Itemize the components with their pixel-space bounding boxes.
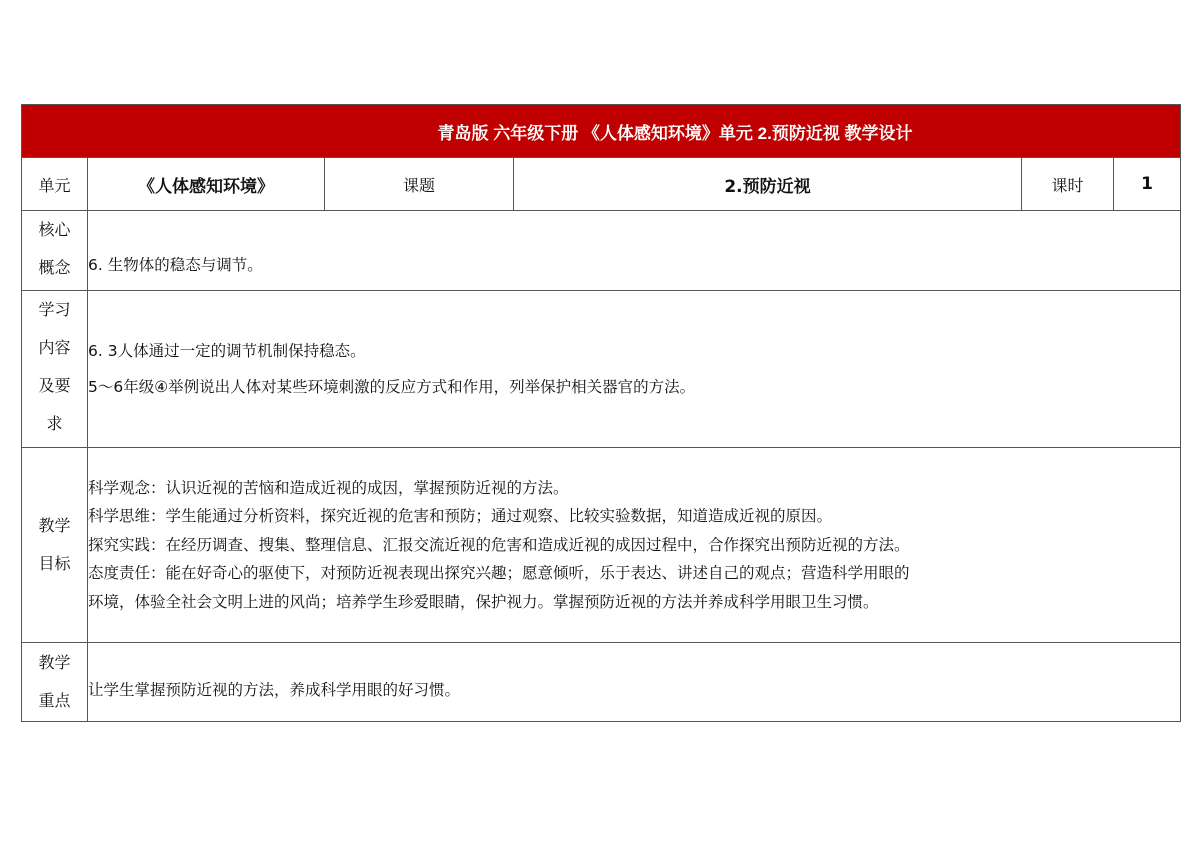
learning-content-line: 6. 3人体通过一定的调节机制保持稳态。 [88,342,366,360]
learning-content-label-line: 及要 [38,376,71,395]
period-value: 1 [1114,158,1181,211]
core-concept-label-line: 概念 [38,258,71,277]
core-concept-text: 6. 生物体的稳态与调节。 [88,256,263,274]
teaching-focus-content [88,643,1181,722]
teaching-goals-label-line: 目标 [38,554,71,573]
core-concept-row [22,211,1181,291]
teaching-focus-text: 让学生掌握预防近视的方法，养成科学用眼的好习惯。 [88,681,461,699]
unit-value: 《人体感知环境》 [88,158,325,211]
teaching-goal-line: 科学思维：学生能通过分析资料，探究近视的危害和预防；通过观察、比较实验数据，知道造成近视的原因。 [88,507,833,526]
teaching-goals-label [22,448,88,643]
teaching-focus-row [22,643,1181,722]
learning-content-text [88,291,1181,448]
teaching-focus-label [22,643,88,722]
learning-content-label-line: 求 [46,414,63,433]
learning-content-label-line: 学习 [38,300,71,319]
teaching-goal-line: 探究实践：在经历调查、搜集、整理信息、汇报交流近视的危害和造成近视的成因过程中，合作探究出预防近视的方法。 [88,535,910,554]
topic-label: 课题 [325,158,514,211]
teaching-goals-row [22,448,1181,643]
teaching-goal-line: 科学观念：认识近视的苦恼和造成近视的成因，掌握预防近视的方法。 [88,478,569,497]
topic-value: 2.预防近视 [514,158,1022,211]
document-title: 青岛版 六年级下册 《人体感知环境》单元 2.预防近视 教学设计 [437,123,913,143]
unit-label: 单元 [22,158,88,211]
meta-row [22,158,1181,211]
core-concept-label-line: 核心 [38,220,71,239]
period-label: 课时 [1022,158,1114,211]
teaching-focus-label-line: 重点 [38,691,71,710]
learning-content-row [22,291,1181,448]
teaching-focus-label-line: 教学 [38,653,71,672]
document-title-cell [22,105,1181,158]
title-row [22,105,1181,158]
teaching-goals-text [88,448,1181,643]
learning-content-label-line: 内容 [38,338,71,357]
teaching-goal-line: 态度责任：能在好奇心的驱使下，对预防近视表现出探究兴趣；愿意倾听，乐于表达、讲述自己的观点；营造科学用眼的 [88,564,910,583]
teaching-goal-line: 环境，体验全社会文明上进的风尚；培养学生珍爱眼睛，保护视力。掌握预防近视的方法并养成科学用眼卫生习惯。 [88,592,879,611]
learning-content-line: 5～6年级④举例说出人体对某些环境刺激的反应方式和作用，列举保护相关器官的方法。 [88,378,696,396]
teaching-goals-label-line: 教学 [38,516,71,535]
core-concept-label [22,211,88,291]
lesson-plan-table [21,104,1181,722]
core-concept-content [88,211,1181,291]
learning-content-label [22,291,88,448]
